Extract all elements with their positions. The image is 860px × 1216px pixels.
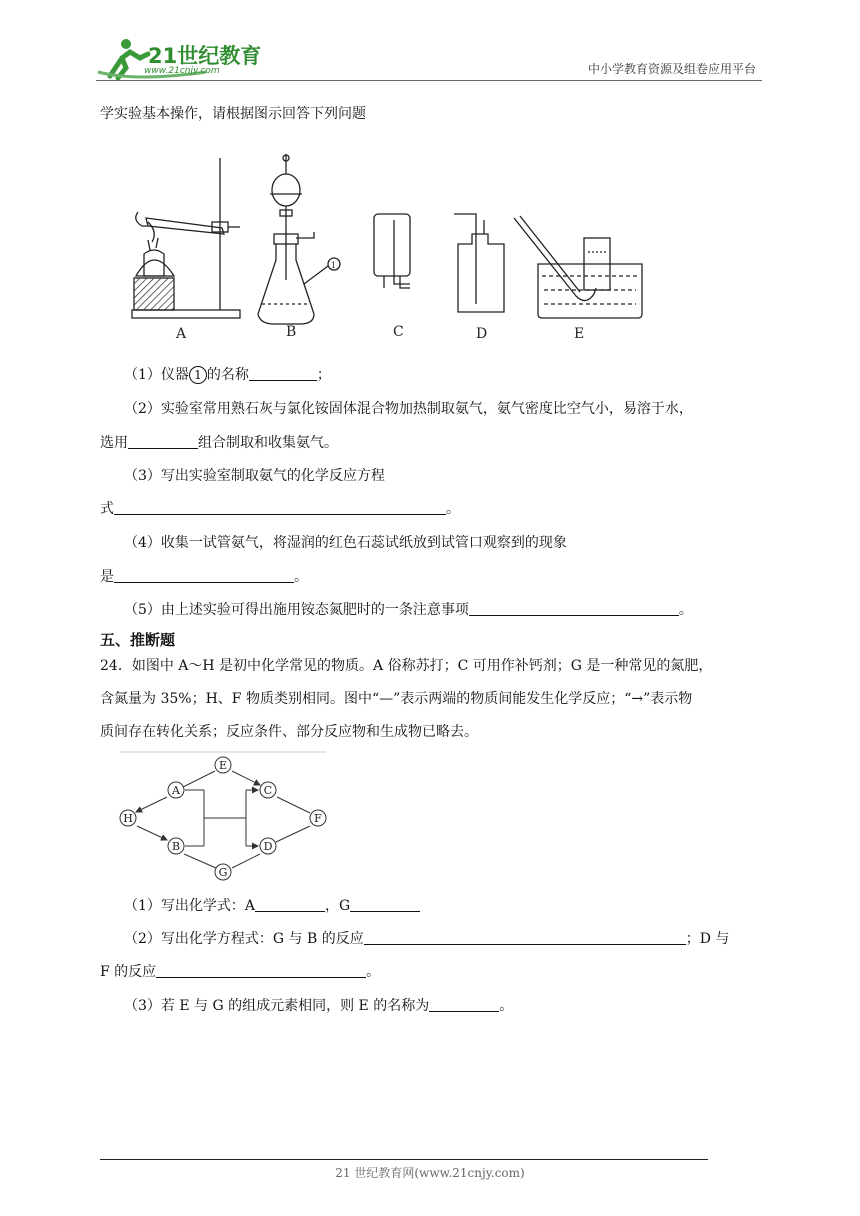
q24-part3: （3）若 E 与 G 的组成元素相同，则 E 的名称为 。 xyxy=(124,998,514,1014)
apparatus-e xyxy=(514,216,642,318)
svg-text:C: C xyxy=(263,784,273,797)
q24-line3: 质间存在转化关系；反应条件、部分反应物和生成物已略去。 xyxy=(100,724,478,740)
q23-part3-line1: （3）写出实验室制取氨气的化学反应方程 xyxy=(124,468,385,484)
edge-f-d xyxy=(276,826,310,842)
q24-line2: 含氮量为 35%；H、F 物质类别相同。图中“—”表示两端的物质间能发生化学反应；“→”表示物 xyxy=(100,691,693,707)
footer-divider xyxy=(100,1159,708,1160)
q23-part3-line2: 式 。 xyxy=(100,501,460,517)
edge-e-c xyxy=(232,771,260,785)
edge-g-d xyxy=(232,854,260,868)
answer-blank[interactable] xyxy=(114,568,294,583)
q23-part4-line2: 是 。 xyxy=(100,569,308,585)
answer-blank[interactable] xyxy=(128,434,198,449)
header-platform-text: 中小学教育资源及组卷应用平台 xyxy=(587,62,756,76)
q24-part2-line1: （2）写出化学方程式：G 与 B 的反应 ；D 与 xyxy=(124,931,730,947)
svg-text:B: B xyxy=(171,840,181,853)
q23-part5: （5）由上述实验可得出施用铵态氮肥时的一条注意事项 。 xyxy=(124,602,693,618)
q23-part2-line1: （2）实验室常用熟石灰与氯化铵固体混合物加热制取氨气，氨气密度比空气小，易溶于水， xyxy=(124,401,693,417)
apparatus-a xyxy=(132,158,240,318)
answer-blank[interactable] xyxy=(364,930,686,945)
edge-h-b xyxy=(137,826,167,840)
apparatus-d xyxy=(454,214,504,312)
svg-text:H: H xyxy=(123,812,133,825)
logo-text: 21世纪教育 xyxy=(148,44,262,68)
label-d: D xyxy=(476,326,488,342)
q23-intro: 学实验基本操作，请根据图示回答下列问题 xyxy=(100,106,366,122)
edge-a-h xyxy=(136,797,167,812)
section-title: 五、推断题 xyxy=(100,631,176,649)
answer-blank[interactable] xyxy=(114,500,446,515)
site-logo xyxy=(96,36,266,82)
svg-text:1: 1 xyxy=(331,261,337,270)
q24-part1: （1）写出化学式：A ，G xyxy=(124,896,420,916)
apparatus-figure xyxy=(128,148,658,344)
relation-diagram xyxy=(112,750,332,886)
answer-blank[interactable] xyxy=(429,997,499,1012)
q24-part2-line2: F 的反应 。 xyxy=(100,964,381,980)
answer-blank[interactable] xyxy=(249,366,317,381)
answer-blank[interactable] xyxy=(350,897,420,912)
answer-blank[interactable] xyxy=(469,601,679,616)
svg-text:A: A xyxy=(172,784,180,797)
label-b: B xyxy=(286,324,297,340)
svg-text:E: E xyxy=(218,759,228,772)
header-divider xyxy=(96,80,762,81)
q23-part1: （1）仪器 1 的名称 ； xyxy=(124,367,331,383)
marker-1-icon: 1 xyxy=(189,366,207,384)
answer-blank[interactable] xyxy=(255,897,325,912)
label-c: C xyxy=(393,324,404,340)
svg-text:G: G xyxy=(218,866,228,879)
footer-text: 21 世纪教育网(www.21cnjy.com) xyxy=(335,1166,525,1180)
logo-url: www.21cnjy.com xyxy=(144,66,220,76)
edge-e-a xyxy=(183,771,215,787)
apparatus-b xyxy=(258,154,340,324)
edge-b-g xyxy=(184,854,216,868)
edge-c-f xyxy=(277,797,310,813)
svg-text:F: F xyxy=(314,812,322,825)
label-a: A xyxy=(176,326,187,342)
label-e: E xyxy=(574,326,585,342)
q23-part4-line1: （4）收集一试管氨气，将湿润的红色石蕊试纸放到试管口观察到的现象 xyxy=(124,535,567,551)
q24-line1: 24．如图中 A～H 是初中化学常见的物质。A 俗称苏打；C 可用作补钙剂；G 是一种常见的氮肥， xyxy=(100,658,713,674)
apparatus-c xyxy=(374,214,410,288)
q23-part2-line2: 选用 组合制取和收集氨气。 xyxy=(100,435,338,451)
svg-text:D: D xyxy=(263,840,273,853)
answer-blank[interactable] xyxy=(156,963,366,978)
